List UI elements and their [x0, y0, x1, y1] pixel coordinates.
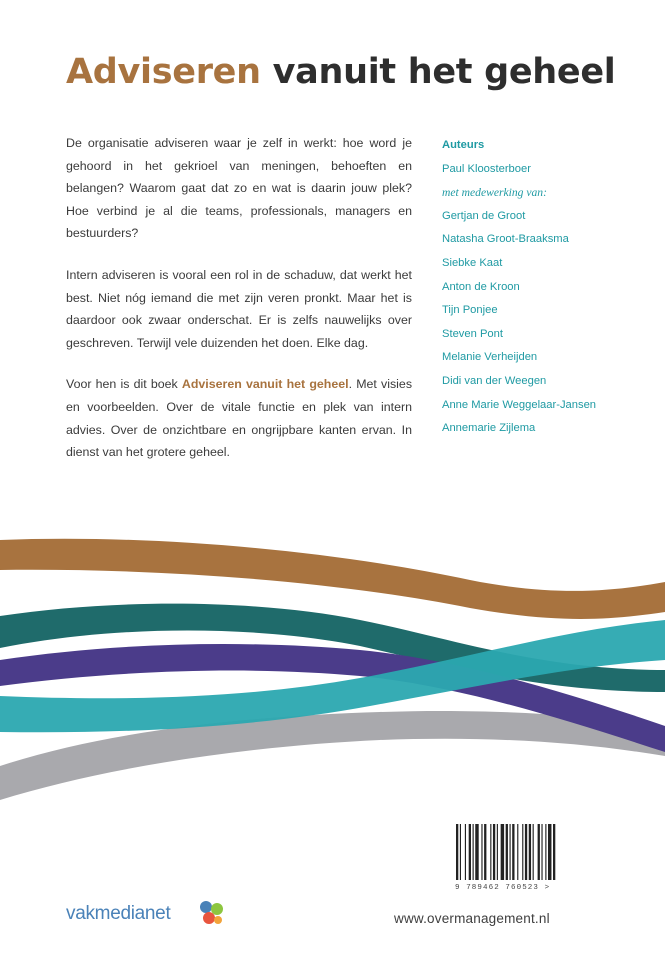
blurb-book-title: Adviseren vanuit het geheel	[181, 377, 349, 392]
website-url: www.overmanagement.nl	[394, 911, 550, 926]
book-title	[66, 52, 615, 92]
contributor: Natasha Groot-Braaksma	[442, 233, 569, 246]
barcode-bar	[501, 824, 504, 880]
barcode-bar	[510, 824, 511, 880]
barcode-bar	[473, 824, 474, 880]
barcode-bar	[522, 824, 523, 880]
title-accent: Adviseren	[66, 52, 261, 92]
barcode-bar	[553, 824, 555, 880]
barcode-bar	[481, 824, 482, 880]
barcode-bar	[512, 824, 514, 880]
publisher-logo-text: vakmedianet	[66, 903, 171, 924]
barcode-bar	[484, 824, 486, 880]
blurb-paragraph-3	[66, 373, 412, 463]
barcode-bar	[456, 824, 458, 880]
barcode-number: 9 789462 760523 >	[455, 884, 551, 892]
blurb-p3-intro: Voor hen is dit boek	[66, 377, 182, 392]
barcode-bar	[475, 824, 478, 880]
barcode-bar	[506, 824, 508, 880]
publisher-logo-icon	[196, 898, 226, 928]
contributor: Anton de Kroon	[442, 280, 520, 293]
barcode-bar	[545, 824, 546, 880]
authors-heading: Auteurs	[442, 139, 485, 151]
barcode-bar	[493, 824, 495, 880]
barcode-bar	[490, 824, 491, 880]
barcode-bar	[497, 824, 498, 880]
barcode-bar	[465, 824, 466, 880]
authors-list	[442, 134, 652, 441]
contributor: Anne Marie Weggelaar-Jansen	[442, 398, 597, 411]
contributor: Steven Pont	[442, 327, 503, 340]
blurb-paragraph-1: De organisatie adviseren waar je zelf in werkt: hoe word je gehoord in het gekrioel van meningen, behoeften en belangen? Waarom gaat dat zo en wat is daarin jouw plek? Hoe verbind je al die teams, professionals, managers en bestuurders?	[66, 136, 412, 241]
barcode-bar	[525, 824, 527, 880]
contributor: Gertjan de Groot	[442, 209, 526, 222]
barcode-bar	[469, 824, 471, 880]
barcode-bar	[533, 824, 534, 880]
blurb-paragraph-2: Intern adviseren is vooral een rol in de schaduw, dat werkt het best. Niet nóg iemand die met zijn veren pronkt. Maar het is daardoor ook zwaar onderschat. Er is zelfs nauwelijks over geschreven. Terwijl vele duizenden het doen. Elke dag.	[66, 267, 412, 350]
decorative-waves	[0, 520, 665, 820]
contributor: Tijn Ponjee	[442, 304, 498, 317]
barcode-bar	[548, 824, 551, 880]
contributor: Didi van der Weegen	[442, 374, 547, 387]
title-rest: vanuit het geheel	[260, 52, 616, 92]
main-author: Paul Kloosterboer	[442, 162, 531, 175]
collaboration-label: met medewerking van:	[442, 186, 547, 200]
contributor: Melanie Verheijden	[442, 351, 538, 364]
barcode-bar	[517, 824, 518, 880]
blurb-p3-rest: . Met visies en voorbeelden. Over de vitale functie en plek van intern advies. Over de onzichtbare en ongrijpbare kanten ervan. In dienst van het grotere geheel.	[66, 377, 413, 460]
barcode-bar	[538, 824, 540, 880]
contributor: Annemarie Zijlema	[442, 422, 536, 435]
blurb	[66, 132, 412, 483]
contributor: Siebke Kaat	[442, 256, 503, 269]
barcode	[452, 822, 590, 884]
barcode-bar	[529, 824, 531, 880]
barcode-bar	[541, 824, 542, 880]
barcode-bar	[460, 824, 461, 880]
